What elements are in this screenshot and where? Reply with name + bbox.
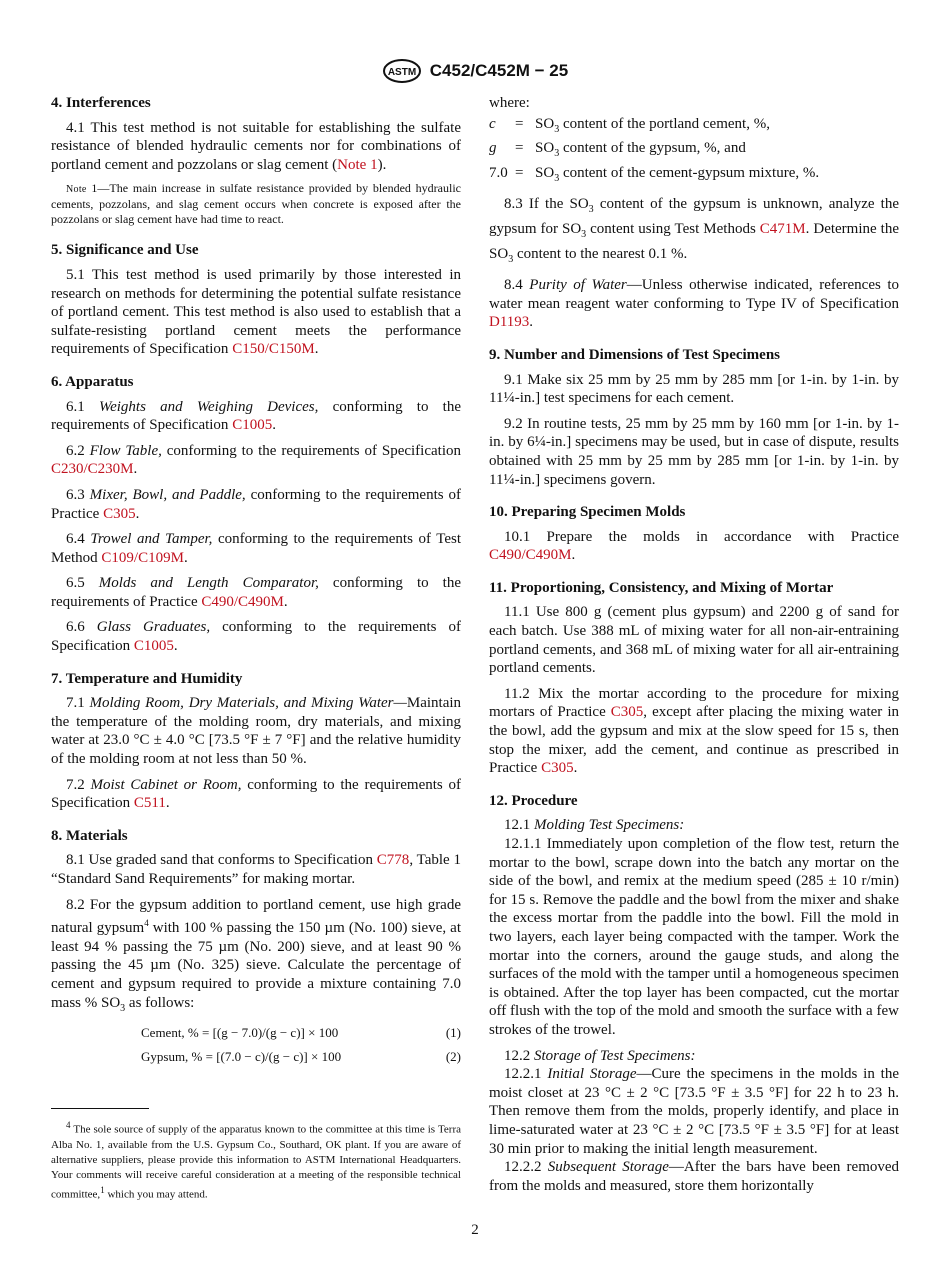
c778-link[interactable]: C778 bbox=[376, 852, 410, 869]
paragraph-12-1-1: 12.1.1 Immediately upon completion of the flow test, return the mortar to the bowl, scrape down into the batch any mortar on the side of the bowl, and remix at the medium speed (285 ± 10 r/min) for 15 s. Remove the paddle and the bowl from the mixer and shake the excess mortar from the paddle into the bowl. Fill the mold in two layers, each layer being compacted with the tamper. Work the mortar into the corners, around the gauge studs, and along the surfaces of the mold with the tamper until a homogeneous specimen is obtained. After the top layer has been compacted, cut the mortar off flush with the top of the mold and smooth the surface with a few strokes of the trowel. bbox=[489, 836, 899, 1038]
paragraph-6-2: 6.2 Flow Table, conforming to the requirements of Specification C230/C230M. bbox=[51, 442, 461, 478]
note-1: Note 1—The main increase in sulfate resistance provided by blended hydraulic cements, pozzolans, and slag cement occurs when concrete is exposed after the pozzolans or slag cement have had time to react. bbox=[51, 181, 461, 227]
paragraph-5-1: 5.1 This test method is used primarily by those interested in research on methods for determining the potential sulfate resistance of portland cement. This test method is also used to establish that a sulfate-resisting portland cement meets the performance requirements of Specification C150/C150M. bbox=[51, 266, 461, 358]
paragraph-4-1: 4.1 This test method is not suitable for establishing the sulfate resistance of blended hydraulic cements nor for combinations of portland cement and pozzolans or slag cement (Note 1). bbox=[51, 119, 461, 173]
left-column bbox=[51, 94, 461, 1066]
section-10-title: 10. Preparing Specimen Molds bbox=[489, 504, 686, 521]
c490-link[interactable]: C490/C490M bbox=[201, 593, 284, 610]
right-column bbox=[489, 94, 899, 1195]
d1193-link[interactable]: D1193 bbox=[489, 314, 530, 331]
where-row-g: g = $SO_3$ content of the gypsum, %, and bbox=[489, 140, 746, 160]
c1005-link[interactable]: C1005 bbox=[232, 417, 273, 434]
paragraph-8-4: 8.4 Purity of Water—Unless otherwise indicated, references to water mean reagent water conforming to Type IV of Specification D1193. bbox=[489, 277, 899, 331]
footnote-4: $^4$ The sole source of supply of the apparatus known to the committee at this time is Terra Alba No. 1, available from the U.S. Gypsum Co., Southard, OK plant. If you are aware of alternative suppliers, please provide this information to ASTM International Headquarters. Your comments will receive careful consideration at a meeting of the responsible technical committee,$^1$ which you may attend. bbox=[51, 1120, 461, 1201]
paragraph-11-2: 11.2 Mix the mortar according to the procedure for mixing mortars of Practice C305, except after placing the mixing water in the bowl, add the gypsum and mix at the slow speed for 15 s, then stop the mixer, add the cement, and continue as prescribed in Practice C305. bbox=[489, 685, 899, 777]
paragraph-7-2: 7.2 Moist Cabinet or Room, conforming to the requirements of Specification C511. bbox=[51, 776, 462, 812]
where-row-7: 7.0 = $SO_3$ content of the cement-gypsum mixture, %. bbox=[489, 164, 820, 184]
c150-link[interactable]: C150/C150M bbox=[232, 341, 315, 358]
paragraph-12-2-1: 12.2.1 Initial Storage—Cure the specimens in the molds in the moist closet at 23 °C ± 2 °C [73.5 °F ± 3.5 °F] for 22 h to 23 h. Then remove them from the molds, properly identify, and place in lime-saturated water at 23 °C ± 2 °C [73.5 °F ± 3.5 °F] for at least 30 min prior to making the initial length measurement. bbox=[489, 1066, 900, 1157]
paragraph-6-6: 6.6 Glass Graduates, conforming to the requirements of Specification C1005. bbox=[51, 619, 461, 655]
c305-link[interactable]: C305 bbox=[541, 760, 574, 777]
astm-logo-text: ASTM bbox=[387, 67, 416, 78]
paragraph-8-1: 8.1 Use graded sand that conforms to Specification C778, Table 1 “Standard Sand Requirements” for making mortar. bbox=[51, 852, 462, 887]
c511-link[interactable]: C511 bbox=[133, 795, 166, 812]
section-9-title: 9. Number and Dimensions of Test Specimens bbox=[489, 346, 781, 363]
equation-1: Cement, % = [(g − 7.0)/(g − c)] × 100 (1) bbox=[141, 1025, 461, 1041]
paragraph-9-1: 9.1 Make six 25 mm by 25 mm by 285 mm [or 1-in. by 1-in. by 11¼-in.] test specimens for each cement. bbox=[489, 371, 899, 407]
equation-2: Gypsum, % = [(7.0 − c)/(g − c)] × 100 (2) bbox=[141, 1049, 461, 1065]
section-12-title: 12. Procedure bbox=[489, 792, 578, 809]
page-number: 2 bbox=[471, 1222, 479, 1238]
where-label: where: bbox=[489, 95, 530, 111]
where-row-c: c = $SO_3$ content of the portland cement, %, bbox=[489, 115, 770, 135]
footnote-ref: 4 bbox=[144, 918, 149, 929]
paragraph-8-3: 8.3 If the $SO_3$ content of the gypsum is unknown, analyze the gypsum for $SO_3$ content using Test Methods C471M. Determine the $SO_3$ content to the nearest 0.1 %. bbox=[489, 196, 899, 265]
section-5-title: 5. Significance and Use bbox=[51, 242, 199, 259]
c1005-link[interactable]: C1005 bbox=[133, 638, 174, 655]
paragraph-10-1: 10.1 Prepare the molds in accordance with Practice C490/C490M. bbox=[489, 528, 899, 564]
paragraph-8-2: 8.2 For the gypsum addition to portland cement, use high grade natural gypsum$^4$ with 100 % passing the 150 µm (No. 100) sieve, at least 94 % passing the 75 µm (No. 200) sieve, and at least 90 % passing the 45 µm (No. 325) sieve. Calculate the percentage of cement and gypsum required to provide a mixture containing 7.0 mass % $SO_3$ as follows: bbox=[51, 896, 461, 1014]
paragraph-9-2: 9.2 In routine tests, 25 mm by 25 mm by 160 mm [or 1-in. by 1-in. by 6¼-in.] specimens may be used, but in case of dispute, results obtained with 25 mm by 25 mm by 285 mm [or 1-in. by 1-in. by 11¼-in.] specimens govern. bbox=[489, 415, 899, 488]
section-8-title: 8. Materials bbox=[51, 827, 128, 844]
paragraph-11-1: 11.1 Use 800 g (cement plus gypsum) and 2200 g of sand for each batch. Use 388 mL of mixing water for all non-air-entraining portland cements, and 368 mL of mixing water for all air-entraining portland cements. bbox=[489, 604, 899, 677]
section-6-title: 6. Apparatus bbox=[51, 373, 134, 390]
c305-link[interactable]: C305 bbox=[610, 704, 644, 721]
paragraph-12-1: 12.1 Molding Test Specimens: bbox=[504, 817, 685, 834]
footnote-divider bbox=[51, 1108, 149, 1109]
c471-link[interactable]: C471M bbox=[759, 220, 806, 237]
page-header bbox=[0, 57, 950, 85]
section-7-title: 7. Temperature and Humidity bbox=[51, 670, 243, 687]
note-1-link[interactable]: Note 1 bbox=[337, 156, 378, 173]
c490-link[interactable]: C490/C490M bbox=[489, 547, 572, 564]
paragraph-6-5: 6.5 Molds and Length Comparator, conforming to the requirements of Practice C490/C490M. bbox=[51, 575, 461, 610]
section-4-title: 4. Interferences bbox=[51, 95, 151, 111]
paragraph-6-3: 6.3 Mixer, Bowl, and Paddle, conforming to the requirements of Practice C305. bbox=[51, 486, 462, 522]
paragraph-12-2-2: 12.2.2 Subsequent Storage—After the bars have been removed from the molds and measured, store them horizontally bbox=[489, 1159, 900, 1194]
c305-link[interactable]: C305 bbox=[103, 505, 136, 522]
document-id: C452/C452M − 25 bbox=[429, 61, 569, 80]
paragraph-6-4: 6.4 Trowel and Tamper, conforming to the requirements of Test Method C109/C109M. bbox=[51, 531, 462, 566]
astm-logo-icon bbox=[382, 58, 422, 84]
section-11-title: 11. Proportioning, Consistency, and Mixing of Mortar bbox=[489, 579, 834, 596]
paragraph-6-1: 6.1 Weights and Weighing Devices, conforming to the requirements of Specification C1005. bbox=[51, 398, 462, 434]
paragraph-12-2: 12.2 Storage of Test Specimens: bbox=[504, 1047, 696, 1064]
c230-link[interactable]: C230/C230M bbox=[51, 461, 134, 478]
c109-link[interactable]: C109/C109M bbox=[101, 549, 184, 566]
paragraph-7-1: 7.1 Molding Room, Dry Materials, and Mixing Water—Maintain the temperature of the molding room, dry materials, and mixing water at 23.0 °C ± 4.0 °C [73.5 °F ± 7 °F] and the relative humidity of the molding room at not less than 50 %. bbox=[51, 695, 462, 768]
